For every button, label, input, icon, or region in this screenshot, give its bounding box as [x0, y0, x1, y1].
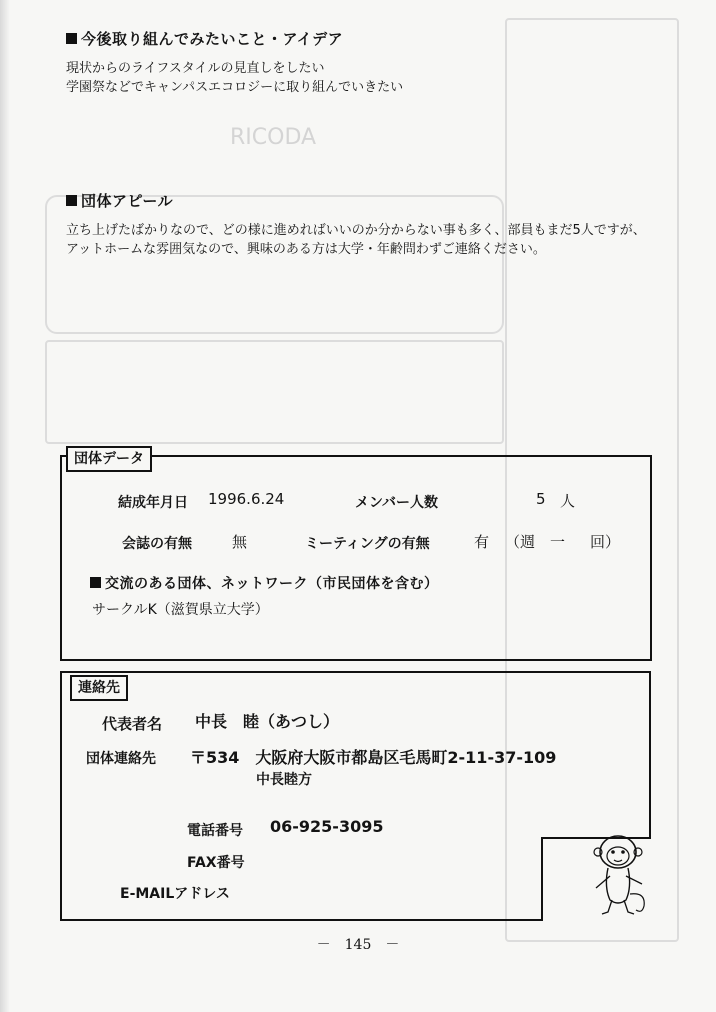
page-number: － 145 －: [316, 937, 400, 953]
meeting-freq-close: 回）: [590, 533, 621, 551]
contact-tab: 連絡先: [70, 675, 128, 701]
fax-label: FAX番号: [187, 855, 245, 871]
address-line-2: 中長睦方: [256, 772, 312, 788]
meeting-label: ミーティングの有無: [305, 536, 430, 552]
show-through-text: RICODA: [230, 125, 317, 150]
rep-label: 代表者名: [102, 715, 163, 733]
members-value: 5: [536, 490, 546, 508]
appeal-text: 立ち上げたばかりなので、どの様に進めればいいのか分からない事も多く、部員もまだ5人ですが、アットホームな雰囲気なので、興味のある方は大学・年齢問わずご連絡ください。: [66, 223, 646, 257]
ideas-heading: 今後取り組んでみたいこと・アイデア: [66, 28, 343, 49]
founded-label: 結成年月日: [118, 495, 188, 511]
phone-value: 06-925-3095: [270, 817, 384, 836]
members-label: メンバー人数: [355, 495, 439, 511]
appeal-heading: 団体アピール: [66, 190, 173, 211]
network-value: サークルK（滋賀県立大学）: [92, 602, 269, 618]
meeting-freq-open: （週: [505, 533, 536, 551]
ideas-line-1: 現状からのライフスタイルの見直しをしたい: [66, 61, 325, 76]
meeting-value: 有: [474, 533, 490, 551]
newsletter-value: 無: [232, 533, 248, 551]
members-unit: 人: [560, 492, 576, 510]
address-line-1: 〒534 大阪府大阪市都島区毛馬町2-11-37-109: [190, 748, 557, 767]
phone-label: 電話番号: [187, 823, 243, 839]
network-heading: 交流のある団体、ネットワーク（市民団体を含む）: [90, 573, 439, 593]
founded-value: 1996.6.24: [208, 490, 285, 508]
address-label: 団体連絡先: [86, 751, 156, 767]
meeting-freq-value: 一: [550, 533, 566, 551]
rep-value: 中長 睦（あつし）: [195, 712, 340, 731]
ideas-line-2: 学園祭などでキャンパスエコロジーに取り組んでいきたい: [66, 80, 404, 95]
group-data-tab: 団体データ: [66, 446, 152, 472]
monkey-mascot-icon: [588, 832, 650, 918]
newsletter-label: 会誌の有無: [122, 536, 192, 552]
email-label: E-MAILアドレス: [120, 886, 230, 902]
